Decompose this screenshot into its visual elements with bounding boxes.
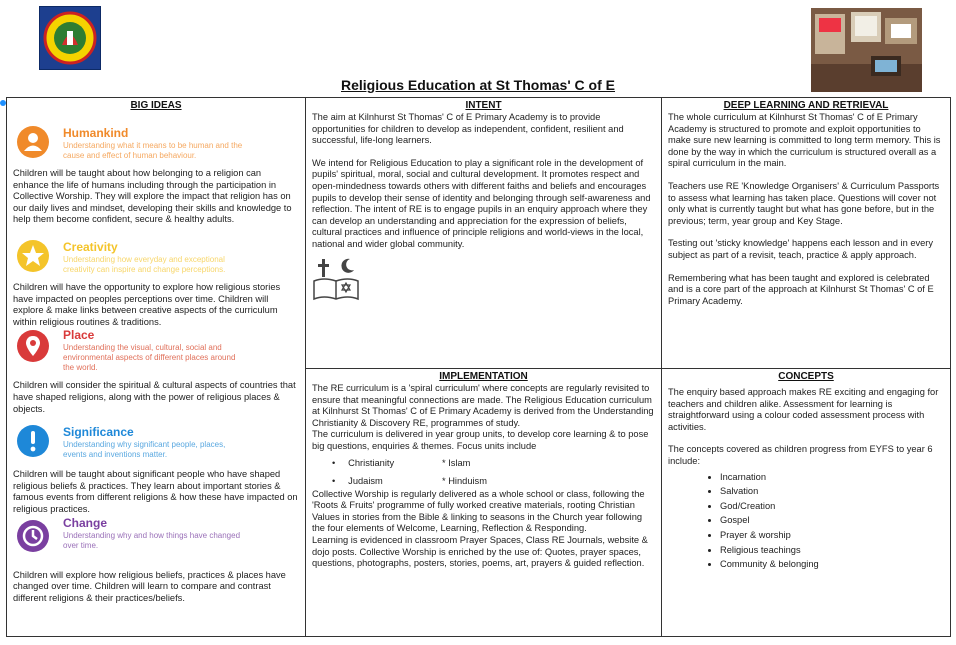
intent-panel — [305, 97, 662, 369]
implementation-header: IMPLEMENTATION — [439, 371, 528, 382]
implementation-paragraph: The RE curriculum is a 'spiral curriculum' where concepts are regularly revisited to ensure that meaningful connections are made. The Religious Education curriculum at Kilnhurst St Thomas' C of E Primary Academy is derived from the Understanding Christianity & Discovery RE, programmes of study. — [312, 383, 654, 428]
concepts-list — [662, 472, 950, 571]
deep-learning-paragraph: Teachers use RE 'Knowledge Organisers' & Curriculum Passports to assess what learning has taken place. Questions will cover not only what is currently taught but what has gone before, but in the previous; term, year group and Key Stage. — [668, 180, 940, 226]
list-item: • Religious teachings — [720, 545, 950, 557]
theme-desc: Understanding how everyday and exceptional creativity can inspire and change perceptions. — [63, 254, 226, 274]
deep-learning-paragraph: The whole curriculum at Kilnhurst St Thomas' C of E Primary Academy is structured to promote and exploit opportunities to make sure new learning is committed to long term memory. This is done by the way in which the curriculum is structured overall as a spiral curriculum in the main. — [668, 112, 941, 169]
theme-text: Children will have the opportunity to explore how religious stories have impacted on peoples perceptions over time. Children will explore & make links between creative aspects of the curriculum within religious routines & traditions. — [13, 281, 281, 327]
deep-learning-paragraph: Remembering what has been taught and explored is celebrated and is a core part of the approach at Kilnhurst St Thomas' C of E Primary Academy. — [668, 272, 934, 306]
concepts-paragraph: The enquiry based approach makes RE exciting and engaging for teachers and children alike. Assessment for learning is straightforward using a colour coded assessment process with activities. — [668, 387, 939, 432]
theme-name: Creativity — [63, 239, 118, 254]
page-title: Religious Education at St Thomas' C of E — [340, 77, 616, 93]
theme-desc: Understanding the visual, cultural, social and environmental aspects of different places around the world. — [63, 343, 236, 373]
list-item: * Islam — [442, 457, 471, 468]
theme-desc: Understanding why and how things have changed over time. — [63, 530, 241, 550]
list-item: • Prayer & worship — [720, 530, 950, 542]
person-icon — [17, 126, 49, 158]
clock-icon — [17, 520, 49, 552]
deep-learning-panel — [661, 97, 951, 369]
intent-header: INTENT — [465, 100, 502, 111]
theme-text: Children will consider the spiritual & cultural aspects of countries that have shaped religions, along with the power of religious places & objects. — [13, 380, 296, 414]
deep-learning-header: DEEP LEARNING AND RETRIEVAL — [723, 100, 889, 111]
list-item: • Community & belonging — [720, 559, 950, 571]
faith-symbols-icon — [310, 255, 661, 312]
theme-name: Change — [63, 515, 108, 530]
implementation-paragraph: The curriculum is delivered in year group units, to develop core learning & to pose big questions, enquiries & themes. Focus units include — [312, 429, 649, 451]
list-item: • Gospel — [720, 515, 950, 527]
big-ideas-panel — [6, 97, 306, 637]
theme-name: Humankind — [63, 126, 129, 140]
theme-text: Children will explore how religious beliefs, practices & places have changed over time. Children will learn to compare and contrast different religions & their practices/beliefs. — [13, 569, 286, 603]
intent-paragraph: We intend for Religious Education to play a significant role in the development of pupils' spiritual, moral, social and cultural development. It promotes respect and open-mindedness towards others with different faiths and beliefs and encourages pupils to develop their sense of identity and belonging through self-awareness and reflection. The intent of RE is to engage pupils in an enquiry approach where they can develop an understanding and appreciation for the expression of beliefs, cultural practices and influence of principle religions and world-views in the local, national and wider global community. — [312, 157, 651, 249]
deep-learning-paragraph: Testing out 'sticky knowledge' happens each lesson and in every subject as part of a revisit, teach, practice & apply approach. — [668, 238, 934, 260]
theme-desc: Understanding why significant people, places, events and inventions matter. — [63, 440, 226, 460]
list-item: Judaism — [348, 475, 383, 486]
big-ideas-header: BIG IDEAS — [130, 100, 182, 111]
intent-paragraph: The aim at Kilnhurst St Thomas' C of E Primary Academy is to provide opportunities for children to develop as independent, confident, resilient and successful, life-long learners. — [312, 112, 624, 146]
school-logo — [39, 6, 101, 70]
map-pin-icon — [17, 330, 49, 362]
concepts-panel — [661, 368, 951, 637]
theme-text: Children will be taught about how belonging to a religion can enhance the life of humans including through the participation in Collective Worship. They will explore the impact that religion has on our daily lives and mindset, developing their skills and knowledge to help them become confident, secure & healthy adults. — [13, 168, 292, 225]
implementation-paragraph: Learning is evidenced in classroom Prayer Spaces, Class RE Journals, website & dojo posts. Collective Worship is enriched by the use of: Quotes, prayer spaces, questions, photographs, posters, stories, poems, art, prayers & guided reflection. — [312, 534, 648, 569]
concepts-header: CONCEPTS — [778, 371, 834, 382]
list-item: * Hinduism — [442, 475, 487, 486]
theme-text: Children will be taught about significant people who have shaped religious beliefs & practices. They learn about important stories & famous events from different religions & how these have impacted on religious practices. — [13, 469, 298, 514]
theme-desc: Understanding what it means to be human and the cause and effect of human behaviour. — [63, 141, 243, 160]
focus-units-list: • Christianity • Judaism * Islam * Hinduism — [332, 457, 487, 486]
star-icon — [17, 240, 49, 272]
implementation-panel — [305, 368, 662, 637]
implementation-paragraph: Collective Worship is regularly delivered as a whole school or class, following the 'Roots & Fruits' programme of fully worked creative materials, rooting Christian Values in stories from the Bible & linking to seasons in the Church year following the four elements of Welcome, Learning, Reflection & Responding. — [312, 488, 645, 534]
theme-name: Place — [63, 328, 95, 343]
list-item: Christianity — [348, 457, 395, 468]
list-item: • God/Creation — [720, 501, 950, 513]
theme-creativity — [11, 240, 301, 282]
list-item: • Salvation — [720, 486, 950, 498]
theme-place — [11, 328, 301, 380]
theme-name: Significance — [63, 425, 134, 440]
concepts-paragraph: The concepts covered as children progress from EYFS to year 6 include: — [668, 444, 933, 466]
theme-change — [11, 516, 301, 570]
list-item: • Incarnation — [720, 472, 950, 484]
theme-significance — [11, 425, 301, 469]
theme-humankind — [11, 126, 301, 168]
exclamation-icon — [17, 425, 49, 457]
